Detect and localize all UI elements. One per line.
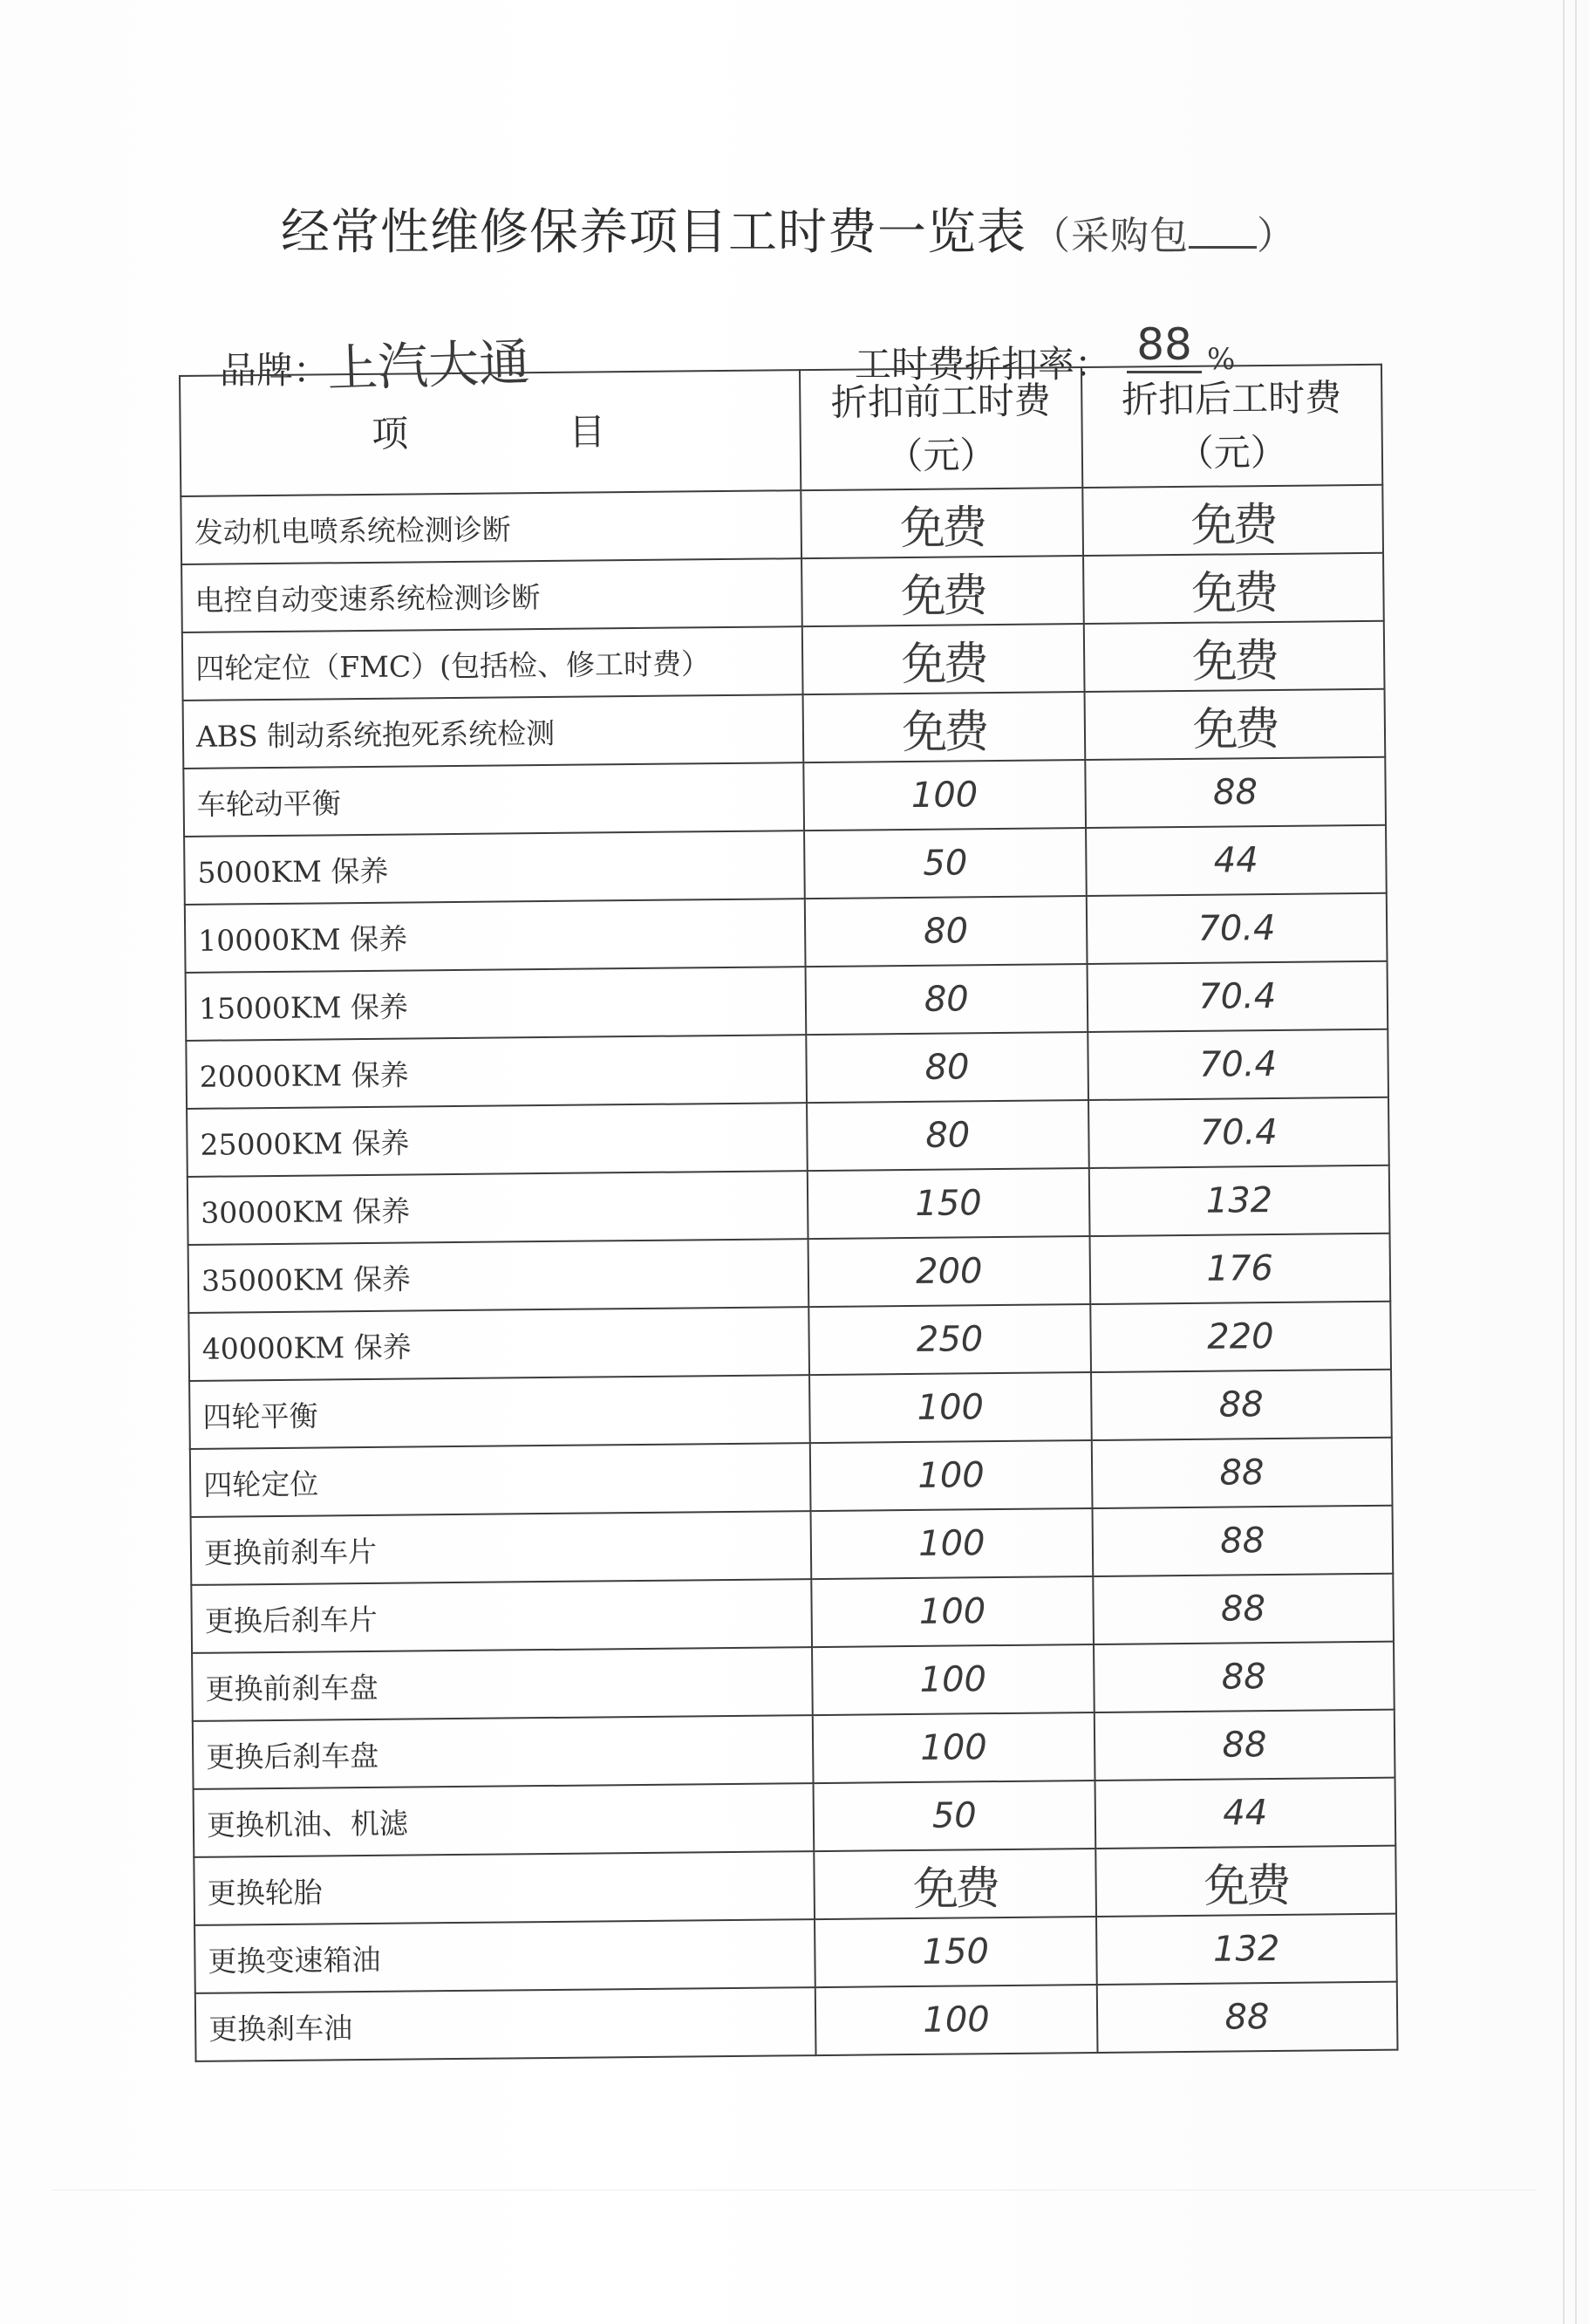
row-item-name: 10000KM 保养 xyxy=(185,899,806,973)
row-item-name: 更换机油、机滤 xyxy=(194,1783,815,1857)
row-price-before: 100 xyxy=(811,1508,1093,1579)
row-price-before: 100 xyxy=(812,1644,1094,1715)
row-item-name: 更换轮胎 xyxy=(194,1851,815,1925)
row-price-after: 88 xyxy=(1085,757,1386,828)
row-item-name: 5000KM 保养 xyxy=(184,830,805,905)
row-item-name: 电控自动变速系统检测诊断 xyxy=(181,558,802,632)
row-item-name: 更换刹车油 xyxy=(195,1987,816,2061)
discount-rate-handwritten-value: 88 xyxy=(1127,318,1202,373)
table-row xyxy=(194,1846,1396,1925)
row-price-after: 70.4 xyxy=(1087,961,1388,1032)
brand-handwritten-value: 上汽大通 xyxy=(326,332,531,400)
row-item-name: 35000KM 保养 xyxy=(188,1239,809,1313)
row-price-after: 132 xyxy=(1096,1914,1397,1985)
table-row xyxy=(191,1506,1394,1585)
row-item-name: 更换前刹车盘 xyxy=(192,1647,813,1721)
row-item-name: 发动机电喷系统检测诊断 xyxy=(181,490,801,564)
row-price-after: 88 xyxy=(1091,1370,1392,1440)
row-price-before: 50 xyxy=(814,1781,1095,1851)
row-price-after: 176 xyxy=(1089,1234,1390,1304)
row-price-after: 88 xyxy=(1094,1642,1395,1712)
table-row xyxy=(183,689,1386,769)
row-price-before: 免费 xyxy=(802,624,1084,694)
row-price-after: 免费 xyxy=(1084,689,1385,760)
table-row xyxy=(186,961,1388,1041)
row-price-after: 88 xyxy=(1091,1438,1392,1508)
row-item-name: ABS 制动系统抱死系统检测 xyxy=(183,694,804,769)
scan-shadow-line xyxy=(52,2190,1535,2191)
page-edge-line xyxy=(1575,0,1577,2324)
row-price-before: 80 xyxy=(806,1032,1088,1103)
table-row xyxy=(183,757,1386,837)
row-price-before: 100 xyxy=(810,1440,1092,1511)
row-price-after: 88 xyxy=(1094,1710,1395,1781)
table-row xyxy=(193,1710,1395,1789)
row-price-before: 100 xyxy=(803,760,1085,830)
row-item-name: 更换变速箱油 xyxy=(194,1919,815,1993)
row-price-before: 80 xyxy=(807,1100,1088,1171)
table-row xyxy=(192,1642,1395,1721)
row-price-before: 80 xyxy=(806,964,1088,1035)
row-price-after: 免费 xyxy=(1083,621,1384,692)
row-item-name: 20000KM 保养 xyxy=(186,1035,807,1109)
table-row xyxy=(185,893,1388,973)
row-item-name: 四轮定位（FMC）(包括检、修工时费） xyxy=(182,626,803,701)
row-price-before: 100 xyxy=(815,1985,1097,2055)
row-price-after: 免费 xyxy=(1083,553,1384,624)
row-price-after: 70.4 xyxy=(1088,1097,1389,1168)
table-row xyxy=(188,1165,1390,1245)
row-price-after: 70.4 xyxy=(1088,1029,1388,1100)
row-item-name: 车轮动平衡 xyxy=(183,762,804,837)
row-price-before: 150 xyxy=(808,1168,1089,1239)
row-price-before: 250 xyxy=(808,1304,1090,1375)
table-body xyxy=(181,485,1397,2061)
row-price-after: 220 xyxy=(1090,1302,1391,1372)
table-row xyxy=(189,1370,1392,1449)
table-row xyxy=(194,1914,1397,1993)
row-price-after: 70.4 xyxy=(1086,893,1387,964)
table-row xyxy=(188,1234,1391,1313)
row-item-name: 30000KM 保养 xyxy=(188,1171,808,1245)
row-price-before: 200 xyxy=(808,1236,1090,1307)
table-row xyxy=(194,1778,1396,1857)
row-item-name: 四轮平衡 xyxy=(189,1375,810,1449)
row-price-after: 免费 xyxy=(1095,1846,1396,1917)
brand-label: 品牌： xyxy=(220,349,331,392)
row-price-after: 44 xyxy=(1095,1778,1395,1849)
row-price-before: 150 xyxy=(815,1917,1096,1987)
row-price-before: 100 xyxy=(811,1576,1093,1647)
row-item-name: 40000KM 保养 xyxy=(188,1307,809,1381)
row-item-name: 更换后刹车片 xyxy=(191,1579,812,1653)
table-row xyxy=(186,1029,1388,1109)
row-price-after: 132 xyxy=(1088,1165,1389,1236)
package-label: （采购包 ） xyxy=(1032,214,1296,258)
discount-rate-unit: % xyxy=(1207,342,1236,377)
header-price-before-discount: 折扣前工时费 （元） xyxy=(800,367,1082,490)
labor-fee-table xyxy=(179,364,1399,2062)
row-price-after: 88 xyxy=(1092,1506,1393,1576)
row-price-before: 免费 xyxy=(814,1849,1095,1919)
header-item: 项 目 xyxy=(180,370,801,496)
table-row xyxy=(190,1438,1393,1517)
package-blank xyxy=(1189,220,1257,249)
row-price-after: 免费 xyxy=(1082,485,1383,556)
row-price-before: 免费 xyxy=(801,556,1083,626)
table-row xyxy=(184,825,1387,905)
row-item-name: 15000KM 保养 xyxy=(186,967,807,1041)
row-price-before: 100 xyxy=(813,1712,1095,1783)
discount-rate-label: 工时费折扣率： xyxy=(855,343,1112,386)
table-row xyxy=(191,1574,1394,1653)
table-row xyxy=(181,553,1384,632)
table-row xyxy=(182,621,1385,701)
table-row xyxy=(195,1982,1398,2061)
row-price-before: 免费 xyxy=(801,488,1082,558)
table-row xyxy=(181,485,1383,564)
row-item-name: 四轮定位 xyxy=(190,1443,811,1517)
title-text: 经常性维修保养项目工时费一览表 xyxy=(281,204,1026,261)
table-row xyxy=(188,1302,1391,1381)
row-item-name: 更换前刹车片 xyxy=(191,1511,812,1585)
header-price-after-discount: 折扣后工时费 （元） xyxy=(1081,365,1383,488)
row-item-name: 更换后刹车盘 xyxy=(193,1715,814,1789)
table-row xyxy=(187,1097,1389,1177)
page-edge-line xyxy=(1563,0,1565,2324)
row-price-after: 88 xyxy=(1093,1574,1394,1644)
row-item-name: 25000KM 保养 xyxy=(187,1103,808,1177)
row-price-before: 80 xyxy=(805,896,1087,967)
row-price-before: 免费 xyxy=(803,692,1085,762)
row-price-before: 100 xyxy=(809,1372,1091,1443)
row-price-before: 50 xyxy=(804,828,1086,899)
table-header-row xyxy=(180,365,1382,496)
row-price-after: 88 xyxy=(1096,1982,1397,2053)
document-title xyxy=(281,194,1296,263)
row-price-after: 44 xyxy=(1086,825,1387,896)
